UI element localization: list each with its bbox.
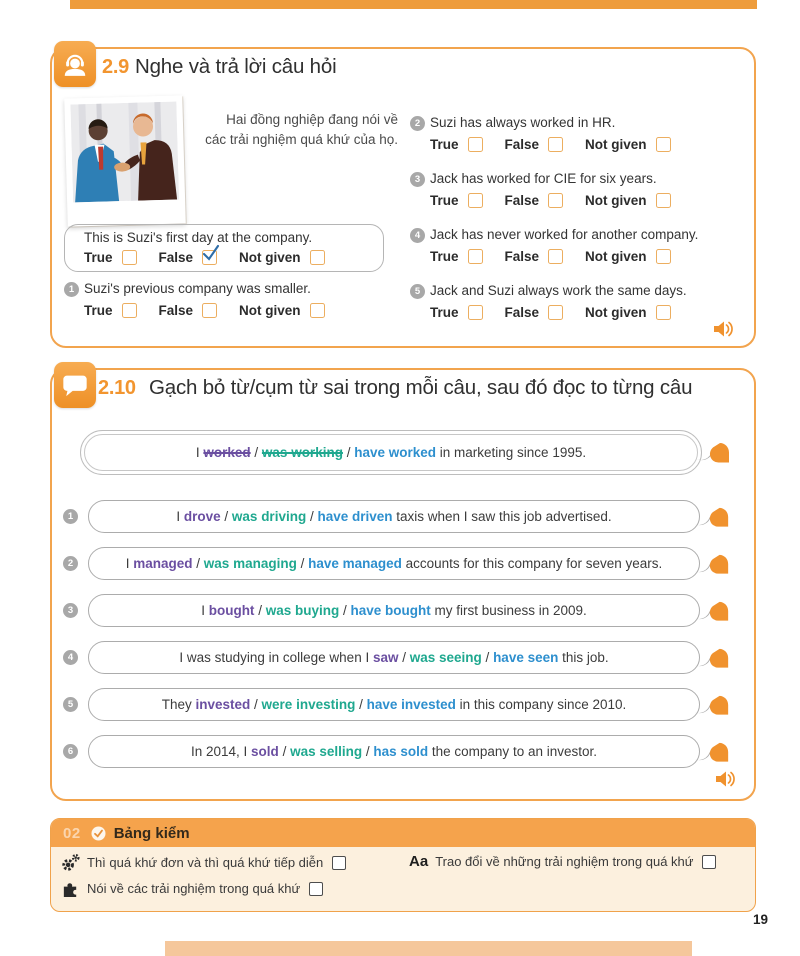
question-1	[64, 281, 325, 318]
row-2-number: 2	[63, 556, 78, 571]
handshake-illustration	[70, 102, 179, 203]
headphones-person-icon	[60, 49, 90, 79]
false-label: False	[158, 250, 194, 265]
question-4-options	[430, 249, 698, 264]
verb-option-3[interactable]: have invested	[366, 697, 456, 712]
true-label: True	[430, 193, 459, 208]
true-label: True	[84, 303, 113, 318]
verb-option-1[interactable]: managed	[133, 556, 193, 571]
page-number: 19	[752, 912, 768, 927]
checklist-checkbox[interactable]	[332, 856, 346, 870]
sentence-pre: I	[125, 556, 134, 571]
not-given-label: Not given	[585, 249, 647, 264]
section-number: 2.10	[98, 377, 136, 399]
verb-option-1[interactable]: saw	[372, 650, 399, 665]
verb-option-2[interactable]: was driving	[231, 509, 307, 524]
gears-icon	[61, 853, 80, 872]
sentence-pre: I	[195, 445, 204, 460]
sentence-post: taxis when I saw this job advertised.	[392, 509, 612, 524]
sentence-post: in marketing since 1995.	[436, 445, 587, 460]
true-label: True	[430, 305, 459, 320]
speaking-exercise-icon	[54, 362, 96, 408]
verb-option-1[interactable]: sold	[251, 744, 279, 759]
true-checkbox[interactable]	[468, 249, 483, 264]
verb-option-3[interactable]: have bought	[350, 603, 431, 618]
unit-badge: 02	[63, 824, 81, 842]
audio-speaker-icon[interactable]	[712, 318, 736, 345]
not-given-label: Not given	[585, 305, 647, 320]
separator: /	[192, 556, 204, 571]
question-4-text: Jack has never worked for another company.	[430, 227, 699, 242]
not-given-label: Not given	[239, 250, 301, 265]
true-label: True	[430, 137, 459, 152]
checklist-item-text: Trao đổi về những trải nghiệm trong quá khứ	[435, 854, 694, 869]
false-checkbox[interactable]	[548, 137, 563, 152]
speaking-head-icon	[707, 693, 732, 723]
sentence-post: this job.	[558, 650, 609, 665]
separator: /	[306, 509, 318, 524]
checklist-header	[51, 819, 755, 847]
false-checkbox[interactable]	[548, 305, 563, 320]
top-accent-strip	[70, 0, 757, 9]
true-label: True	[430, 249, 459, 264]
question-3-options	[430, 193, 671, 208]
true-label: True	[84, 250, 113, 265]
verb-option-3[interactable]: have managed	[308, 556, 402, 571]
true-checkbox[interactable]	[122, 250, 137, 265]
separator: /	[339, 603, 351, 618]
question-2	[410, 115, 671, 152]
intro-line-2: các trải nghiệm quá khứ của họ.	[205, 132, 398, 148]
speaking-head-icon	[707, 646, 732, 676]
false-checkbox[interactable]	[548, 249, 563, 264]
speaking-head-icon	[707, 599, 732, 629]
separator: /	[296, 556, 309, 571]
check-icon	[201, 243, 221, 262]
section-number: 2.9	[102, 56, 129, 78]
false-label: False	[504, 137, 540, 152]
sentence-row-3	[88, 594, 700, 627]
question-3-text: Jack has worked for CIE for six years.	[430, 171, 657, 186]
row-1-number: 1	[63, 509, 78, 524]
not-given-checkbox[interactable]	[310, 303, 325, 318]
question-5-number: 5	[410, 284, 425, 299]
true-checkbox[interactable]	[468, 305, 483, 320]
listening-icon	[54, 41, 96, 87]
sentence-post: accounts for this company for seven years.	[401, 556, 663, 571]
section-title: Nghe và trả lời câu hỏi	[135, 55, 337, 78]
row-5-number: 5	[63, 697, 78, 712]
not-given-checkbox[interactable]	[656, 193, 671, 208]
false-label: False	[158, 303, 194, 318]
checklist-item-skill	[61, 879, 323, 898]
verb-option-2[interactable]: were investing	[261, 697, 356, 712]
verb-option-1-crossed[interactable]: worked	[203, 445, 251, 460]
sentence-pre: They	[161, 697, 196, 712]
question-4	[410, 227, 698, 264]
separator: /	[355, 697, 367, 712]
question-2-text: Suzi has always worked in HR.	[430, 115, 616, 130]
separator: /	[220, 509, 232, 524]
sentence-pre: In 2014, I	[191, 744, 252, 759]
separator: /	[250, 697, 262, 712]
checklist-item-grammar	[61, 853, 346, 872]
true-checkbox[interactable]	[468, 137, 483, 152]
sentence-row-6	[88, 735, 700, 768]
separator: /	[254, 603, 266, 618]
question-2-number: 2	[410, 116, 425, 131]
separator: /	[250, 445, 262, 460]
separator: /	[398, 650, 410, 665]
question-3	[410, 171, 671, 208]
question-4-number: 4	[410, 228, 425, 243]
section-intro	[186, 110, 398, 151]
false-label: False	[504, 305, 540, 320]
speaking-head-icon	[707, 505, 732, 535]
sentence-row-4	[88, 641, 700, 674]
verb-option-1[interactable]: drove	[183, 509, 221, 524]
colleagues-photo	[64, 95, 186, 226]
row-3-number: 3	[63, 603, 78, 618]
not-given-label: Not given	[239, 303, 301, 318]
sentence-row-2	[88, 547, 700, 580]
checklist-checkbox[interactable]	[702, 855, 716, 869]
row-6-number: 6	[63, 744, 78, 759]
separator: /	[278, 744, 291, 759]
checklist-panel	[50, 818, 756, 912]
example-question-box	[64, 224, 384, 272]
question-1-text: Suzi's previous company was smaller.	[84, 281, 311, 296]
question-3-number: 3	[410, 172, 425, 187]
verb-option-2[interactable]: was seeing	[409, 650, 482, 665]
not-given-checkbox[interactable]	[310, 250, 325, 265]
checklist-item-text: Nói về các trải nghiệm trong quá khứ	[87, 881, 301, 896]
aa-icon: Aa	[409, 853, 429, 870]
question-2-options	[430, 137, 671, 152]
sentence-post: my first business in 2009.	[430, 603, 587, 618]
false-checkbox[interactable]	[548, 193, 563, 208]
sentence-row-5	[88, 688, 700, 721]
separator: /	[481, 650, 494, 665]
example-answer-options	[84, 250, 383, 265]
false-label: False	[504, 249, 540, 264]
question-5	[410, 283, 687, 320]
not-given-checkbox[interactable]	[656, 305, 671, 320]
false-checkbox[interactable]	[202, 303, 217, 318]
audio-speaker-icon[interactable]	[714, 768, 738, 795]
speaking-head-icon	[707, 740, 732, 770]
speech-bubble-icon	[61, 371, 89, 399]
verb-option-2[interactable]: was buying	[265, 603, 340, 618]
false-checkbox-checked[interactable]	[202, 250, 217, 265]
verb-option-3[interactable]: has sold	[373, 744, 429, 759]
not-given-label: Not given	[585, 137, 647, 152]
verb-option-3[interactable]: have driven	[317, 509, 393, 524]
bottom-accent-strip	[165, 941, 692, 956]
separator: /	[362, 744, 374, 759]
row-4-number: 4	[63, 650, 78, 665]
checklist-checkbox[interactable]	[309, 882, 323, 896]
sentence-pre: I	[201, 603, 209, 618]
checklist-item-vocabulary	[409, 853, 716, 870]
question-1-options	[84, 303, 325, 318]
checklist-title: Bảng kiểm	[113, 824, 190, 842]
check-badge-icon	[91, 826, 106, 841]
question-1-number: 1	[64, 282, 79, 297]
true-checkbox[interactable]	[122, 303, 137, 318]
not-given-checkbox[interactable]	[656, 137, 671, 152]
question-5-options	[430, 305, 687, 320]
checklist-item-text: Thì quá khứ đơn và thì quá khứ tiếp diễn	[87, 855, 324, 870]
question-5-text: Jack and Suzi always work the same days.	[430, 283, 687, 298]
verb-option-3[interactable]: have seen	[493, 650, 559, 665]
sentence-post: the company to an investor.	[428, 744, 597, 759]
verb-option-1[interactable]: invested	[195, 697, 251, 712]
verb-option-2[interactable]: was managing	[203, 556, 297, 571]
speaking-head-icon	[707, 552, 732, 582]
example-sentence-bubble	[80, 430, 702, 475]
verb-option-3[interactable]: have worked	[354, 445, 437, 460]
sentence-post: in this company since 2010.	[455, 697, 627, 712]
verb-option-2-crossed[interactable]: was working	[261, 445, 343, 460]
intro-line-1: Hai đồng nghiệp đang nói về	[226, 112, 398, 127]
section-title: Gạch bỏ từ/cụm từ sai trong mỗi câu, sau đó đọc to từng câu	[149, 376, 693, 399]
example-sentence	[196, 445, 586, 460]
puzzle-icon	[61, 879, 80, 898]
example-question-text: This is Suzi's first day at the company.	[84, 230, 313, 245]
verb-option-1[interactable]: bought	[208, 603, 255, 618]
not-given-checkbox[interactable]	[656, 249, 671, 264]
sentence-row-1	[88, 500, 700, 533]
separator: /	[342, 445, 355, 460]
false-label: False	[504, 193, 540, 208]
true-checkbox[interactable]	[468, 193, 483, 208]
sentence-pre: I was studying in college when I	[179, 650, 373, 665]
verb-option-2[interactable]: was selling	[290, 744, 363, 759]
speaking-head-icon	[707, 440, 733, 471]
sentence-pre: I	[176, 509, 184, 524]
not-given-label: Not given	[585, 193, 647, 208]
